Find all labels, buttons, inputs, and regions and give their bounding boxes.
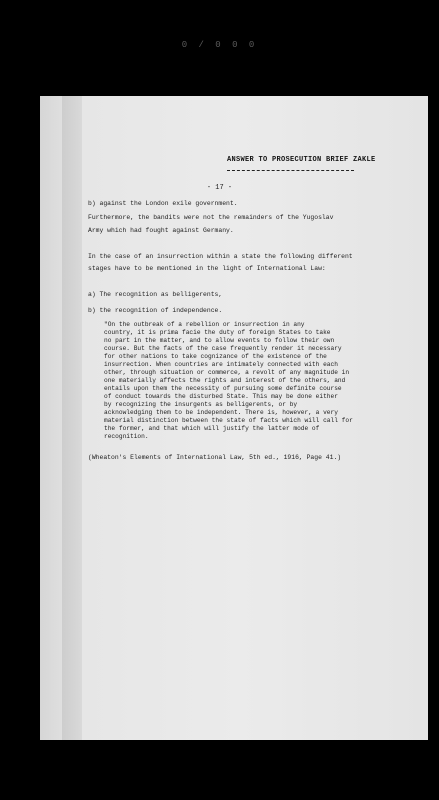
quote-line: by recognizing the insurgents as belligerents, or by <box>104 401 298 408</box>
film-frame-mark: 0 / 0 0 0 <box>181 40 258 50</box>
text-line: b) the recognition of independence. <box>88 307 223 314</box>
quote-line: entails upon them the necessity of pursuing some definite course <box>104 385 342 392</box>
quote-line: one materially affects the rights and interest of the others, and <box>104 377 346 384</box>
quote-line: the former, and that which will justify the latter mode of <box>104 425 320 432</box>
quote-line: other, through situation or commerce, a revolt of any magnitude in <box>104 369 350 376</box>
text-line: a) The recognition as belligerents, <box>88 291 223 298</box>
quote-line: "On the outbreak of a rebellion or insurrection in any <box>104 321 305 328</box>
quote-line: of conduct towards the disturbed State. This may be done either <box>104 393 338 400</box>
quote-line: insurrection. When countries are intimately connected with each <box>104 361 338 368</box>
quote-line: no part in the matter, and to allow events to follow their own <box>104 337 335 344</box>
quote-line: acknowledging them to be independent. There is, however, a very <box>104 409 338 416</box>
citation: (Wheaton's Elements of International Law, 5th ed., 1916, Page 41.) <box>88 454 342 461</box>
text-line: b) against the London exile government. <box>88 200 238 207</box>
quote-line: country, it is prima facie the duty of foreign States to take <box>104 329 331 336</box>
quote-line: for other nations to take cognizance of the existence of the <box>104 353 327 360</box>
text-line: stages have to be mentioned in the light of International Law: <box>88 265 326 272</box>
page-number: - 17 - <box>206 184 233 192</box>
quote-line: course. But the facts of the case frequently render it necessary <box>104 345 342 352</box>
text-line: Army which had fought against Germany. <box>88 227 234 234</box>
text-line: Furthermore, the bandits were not the remainders of the Yugoslav <box>88 214 334 221</box>
document-header: ANSWER TO PROSECUTION BRIEF ZAKLE <box>227 156 376 164</box>
quote-line: recognition. <box>104 433 149 440</box>
header-underline <box>227 170 354 171</box>
text-line: In the case of an insurrection within a state the following different <box>88 253 353 260</box>
quote-line: material distinction between the state of facts which will call for <box>104 417 353 424</box>
